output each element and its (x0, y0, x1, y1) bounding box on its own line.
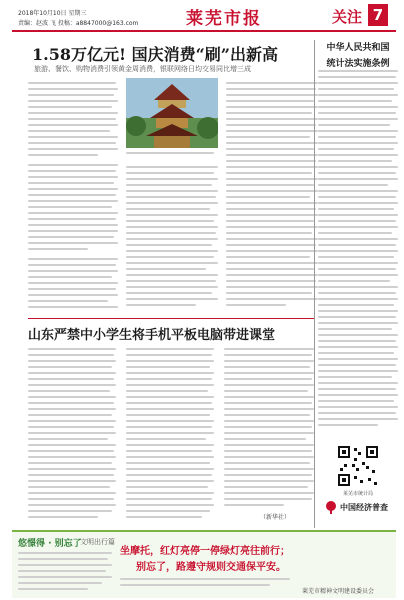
sidebar-headline-line2: 统计法实施条例 (326, 59, 390, 69)
band-body (18, 550, 112, 594)
column-subtitle: 文明出行篇 (80, 538, 115, 546)
lead-subheadline: 旅游、餐饮、购物消费引领黄金周消费，银联网络日均交易同比增三成 (34, 65, 251, 73)
second-headline: 山东严禁中小学生将手机平板电脑带进课堂 (28, 328, 276, 343)
section-rule (28, 318, 314, 319)
second-column-3 (224, 346, 314, 526)
column-divider (314, 40, 315, 528)
tree-logo (324, 500, 338, 514)
lead-article-body (28, 78, 318, 314)
slogan-line-2: 别忘了，路遵守规则交通保平安。 (136, 562, 286, 573)
second-column-1 (28, 346, 116, 526)
column-title: 悠憬得 · 别忘了 (18, 539, 82, 549)
page-number-badge (368, 4, 388, 26)
qr-code (336, 444, 380, 488)
sidebar-article (318, 40, 398, 528)
page-number: 7 (372, 6, 384, 24)
qr-caption: 莱芜市统计局 (342, 491, 373, 497)
date-line: 2018年10月10日 星期三 (18, 10, 87, 17)
bottom-band (12, 530, 396, 598)
masthead (0, 0, 404, 36)
section-title: 关注 (332, 8, 363, 26)
lead-column-2 (126, 164, 218, 314)
band-footnote (120, 576, 290, 588)
lead-column-3 (226, 78, 318, 314)
paper-name: 莱芜市报 (186, 9, 262, 29)
lead-headline: 1.58万亿元! 国庆消费“刷”出新高 (32, 45, 278, 64)
band-credit: 莱芜市精神文明建设委员会 (302, 588, 375, 595)
photo-caption (126, 150, 218, 158)
lead-column-1 (28, 78, 118, 314)
sidebar-headline-line1: 中华人民共和国 (326, 43, 390, 53)
slogan-line-1: 坐摩托，红灯亮停一停绿灯亮往前行； (120, 546, 290, 557)
masthead-rule (12, 30, 396, 32)
second-article-source: （新华社） (260, 514, 291, 521)
sidebar-body (318, 68, 398, 440)
pagoda-photo (126, 78, 218, 148)
editor-line: 责编：赵波 飞 投稿：a8847000@163.com (18, 20, 139, 27)
census-label: 中国经济普查 (340, 503, 388, 512)
second-column-2 (126, 346, 214, 526)
second-article-body (28, 346, 314, 528)
